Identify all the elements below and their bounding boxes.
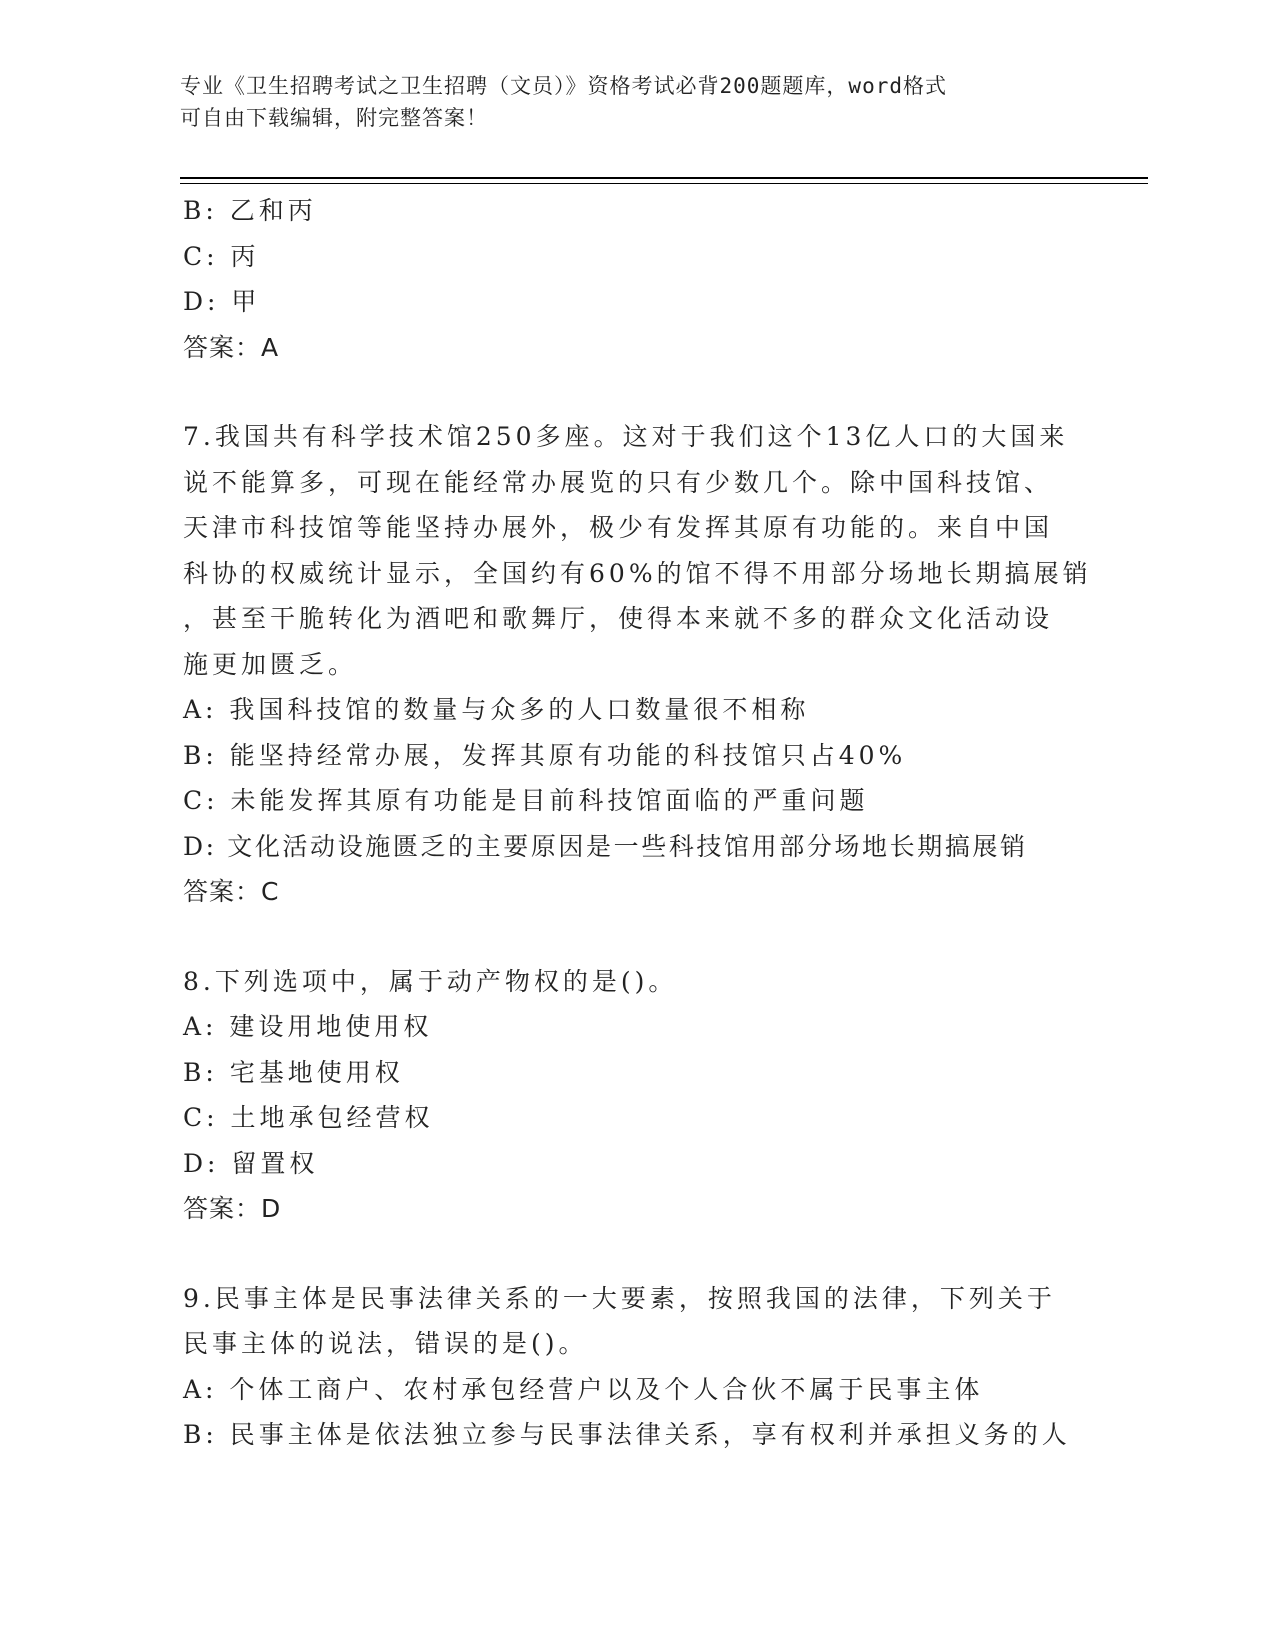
answer: 答案：A (183, 332, 280, 362)
question-stem-line: 天津市科技馆等能坚持办展外，极少有发挥其原有功能的。来自中国 (183, 513, 1054, 542)
header-line-2: 可自由下载编辑，附完整答案！ (180, 106, 488, 130)
document-header (180, 70, 1060, 134)
question-stem-line: ，甚至干脆转化为酒吧和歌舞厅，使得本来就不多的群众文化活动设 (183, 604, 1054, 633)
option-d: D: 留置权 (183, 1148, 319, 1178)
header-divider-thin (180, 183, 1148, 184)
question-stem-line: 7.我国共有科学技术馆250多座。这对于我们这个13亿人口的大国来 (183, 422, 1069, 451)
document-body (183, 188, 1093, 1458)
spacer (183, 1232, 1093, 1276)
question-9 (183, 1276, 1093, 1458)
question-stem-line: 科协的权威统计显示，全国约有60%的馆不得不用部分场地长期搞展销 (183, 558, 1092, 588)
header-divider-thick (180, 177, 1148, 179)
option-b: B: 能坚持经常办展，发挥其原有功能的科技馆只占40% (183, 740, 907, 770)
question-8 (183, 959, 1093, 1232)
question-stem-line: 民事主体的说法，错误的是()。 (183, 1329, 588, 1358)
spacer (183, 370, 1093, 414)
option-c: C: 土地承包经营权 (183, 1103, 434, 1132)
answer: 答案：C (183, 877, 280, 906)
spacer (183, 915, 1093, 959)
option-c: C: 丙 (183, 241, 260, 271)
option-b: B: 宅基地使用权 (183, 1057, 404, 1087)
option-b: B: 民事主体是依法独立参与民事法律关系，享有权利并承担义务的人 (183, 1420, 1071, 1449)
option-d: D: 甲 (183, 287, 261, 316)
header-line-1: 专业《卫生招聘考试之卫生招聘（文员）》资格考试必背200题题库，word格式 (180, 74, 947, 98)
option-a: A: 我国科技馆的数量与众多的人口数量很不相称 (183, 695, 810, 724)
question-stem-line: 说不能算多，可现在能经常办展览的只有少数几个。除中国科技馆、 (183, 467, 1054, 497)
question-stem-line: 9.民事主体是民事法律关系的一大要素，按照我国的法律，下列关于 (183, 1283, 1056, 1313)
option-b: B: 乙和丙 (183, 196, 317, 225)
option-d: D: 文化活动设施匮乏的主要原因是一些科技馆用部分场地长期搞展销 (183, 831, 1028, 861)
question-stem: 8.下列选项中，属于动产物权的是()。 (183, 966, 678, 996)
question-stem-line: 施更加匮乏。 (183, 649, 358, 679)
question-6-tail (183, 188, 1093, 370)
question-7 (183, 414, 1093, 915)
option-c: C: 未能发挥其原有功能是目前科技馆面临的严重问题 (183, 786, 869, 815)
answer: 答案：D (183, 1194, 282, 1223)
option-a: A: 建设用地使用权 (183, 1012, 433, 1041)
option-a: A: 个体工商户、农村承包经营户以及个人合伙不属于民事主体 (183, 1374, 984, 1404)
